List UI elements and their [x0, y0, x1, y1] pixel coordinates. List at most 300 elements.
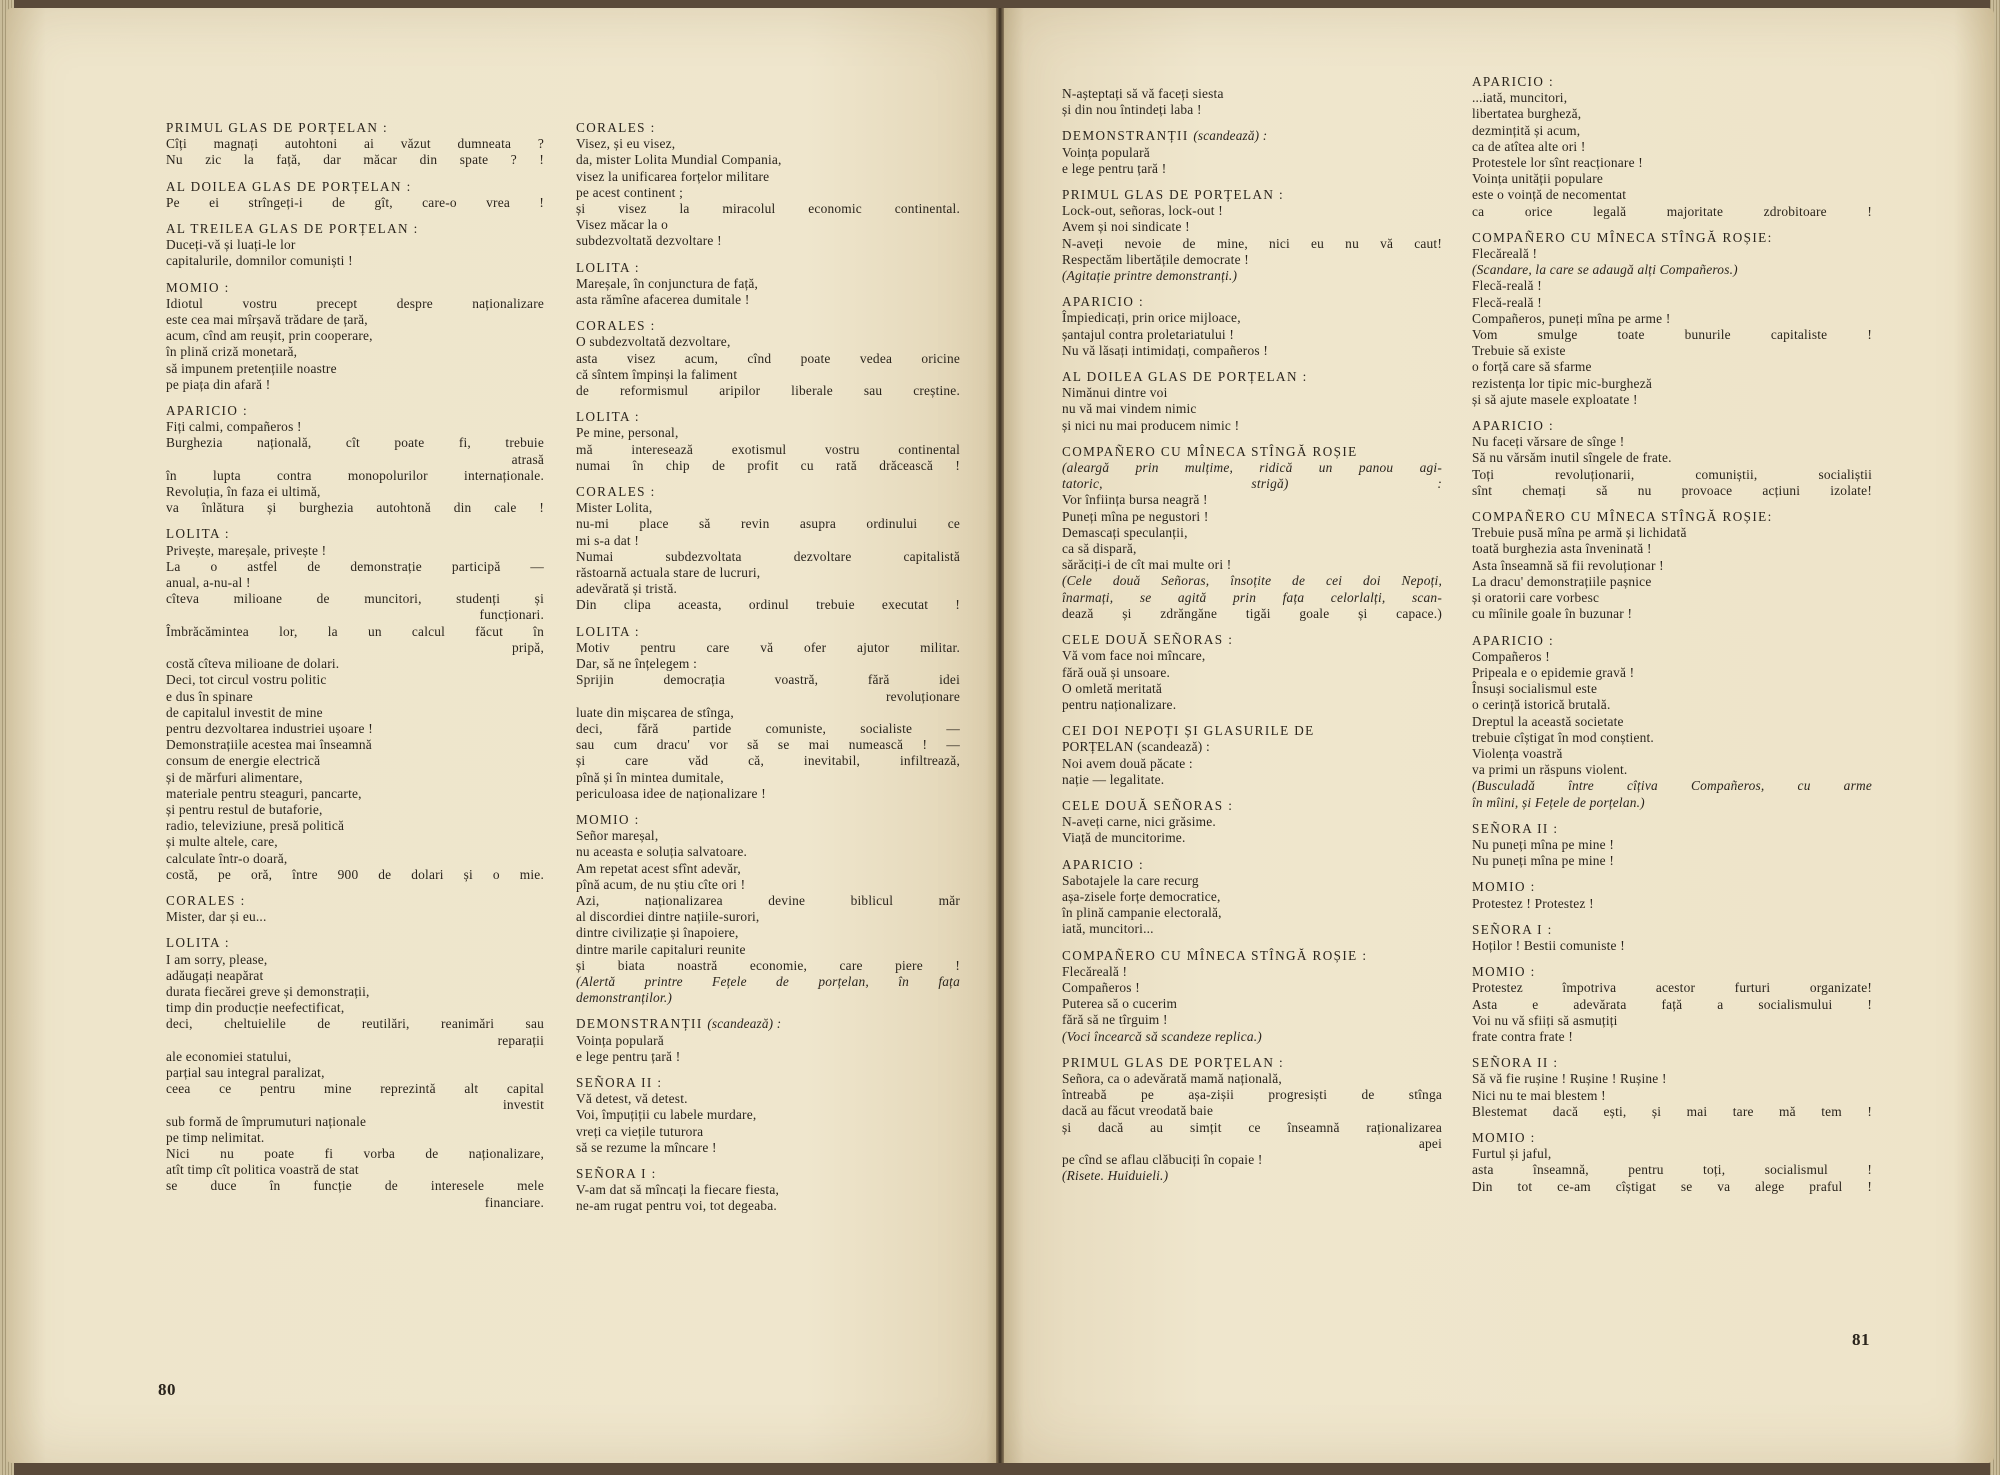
- verse-line: în plină criză monetară,: [166, 344, 298, 360]
- verse-line: Nu puneți mîna pe mine !: [1472, 853, 1615, 869]
- verse-line: Lock-out, señoras, lock-out !: [1062, 203, 1223, 219]
- stage-direction: (scandează) :: [1193, 128, 1268, 144]
- speaker-name: [1062, 369, 1442, 385]
- left-page: [6, 8, 996, 1463]
- verse-line: ceea ce pentru mine reprezintă alt capital: [166, 1081, 544, 1097]
- speaker-name: [1062, 1055, 1442, 1071]
- verse-line: numai în chip de profit cu rată drăcească !: [576, 457, 960, 473]
- speaker-label: MOMIO :: [576, 811, 640, 827]
- right-page: [1004, 8, 1994, 1463]
- speaker-name: [166, 403, 544, 419]
- verse-line: să se rezume la mîncare !: [576, 1139, 717, 1155]
- verse-line: Asta înseamnă să fii revoluționar !: [1472, 557, 1664, 573]
- dialogue-block: [576, 120, 960, 250]
- speaker-label: APARICIO :: [1472, 418, 1555, 434]
- dialogue-block: [1472, 922, 1872, 954]
- verse-line: de capitalul investit de mine: [166, 704, 323, 720]
- verse-line: Să nu vărsăm inutil sîngele de frate.: [1472, 450, 1672, 466]
- verse-line: răstoarnă actuala stare de lucruri,: [576, 565, 761, 581]
- verse-line: O omletă meritată: [1062, 680, 1163, 696]
- verse-line: Fiți calmi, compañeros !: [166, 419, 302, 435]
- dialogue-block: [1472, 879, 1872, 911]
- verse-line: Însuși socialismul este: [1472, 681, 1598, 697]
- verse-line: toată burghezia asta înveninată !: [1472, 541, 1652, 557]
- verse-line: Compañeros, puneți mîna pe arme !: [1472, 310, 1671, 326]
- speaker-label: MOMIO :: [166, 279, 230, 295]
- verse-line: va primi un răspuns violent.: [1472, 762, 1628, 778]
- verse-line: Nici nu poate fi vorba de naționalizare,: [166, 1145, 544, 1161]
- verse-line: radio, televiziune, presă politică: [166, 818, 345, 834]
- verse-line: Flecă-reală !: [1472, 278, 1542, 294]
- speaker-label: MOMIO :: [1472, 1129, 1536, 1145]
- verse-line: deci, fără partide comuniste, socialiste —: [576, 720, 960, 736]
- speaker-label: LOLITA :: [576, 623, 640, 639]
- speaker-name: [576, 318, 960, 334]
- verse-line: și multe altele, care,: [166, 834, 278, 850]
- verse-line: Cîți magnați autohtoni ai văzut dumneata ?: [166, 136, 544, 152]
- verse-line: Puneți mîna pe negustori !: [1062, 508, 1209, 524]
- verse-line: deci, cheltuielile de reutilări, reanimări sau: [166, 1016, 544, 1032]
- verse-line: Pe ei strîngeți-i de gît, care-o vrea !: [166, 194, 544, 210]
- verse-line: timp din producție neefectificat,: [166, 1000, 345, 1016]
- verse-line: în plină campanie electorală,: [1062, 905, 1222, 921]
- dialogue-block: [576, 318, 960, 399]
- verse-line: N-aveți carne, nici grăsime.: [1062, 814, 1216, 830]
- verse-line: da, mister Lolita Mundial Compania,: [576, 152, 782, 168]
- verse-line: Motiv pentru care vă ofer ajutor militar.: [576, 639, 960, 655]
- stage-direction-line: (Scandare, la care se adaugă alți Compañeros.): [1472, 262, 1738, 278]
- speaker-name: [166, 179, 544, 195]
- verse-line: cîteva milioane de muncitori, studenți și: [166, 591, 544, 607]
- verse-line: și visez la miracolul economic continental.: [576, 201, 960, 217]
- verse-line: sau cum dracu' vor să se mai numească ! —: [576, 737, 960, 753]
- dialogue-block: [166, 221, 544, 270]
- dialogue-block: [166, 179, 544, 211]
- speaker-label: CORALES :: [576, 120, 656, 135]
- verse-line: asta rămîne afacerea dumitale !: [576, 292, 750, 308]
- dialogue-block: [576, 260, 960, 309]
- verse-line: Flecăreală !: [1062, 963, 1128, 979]
- verse-line: e dus în spinare: [166, 688, 253, 704]
- verse-line: ne-am rugat pentru voi, tot degeaba.: [576, 1198, 777, 1214]
- verse-line: frate contra frate !: [1472, 1028, 1574, 1044]
- verse-line: dintre civilizație și înapoiere,: [576, 925, 739, 941]
- dialogue-block: [1062, 128, 1442, 177]
- verse-line: Vă detest, vă detest.: [576, 1091, 688, 1107]
- verse-line: anual, a-nu-al !: [166, 575, 251, 591]
- stage-direction-line: (Voci încearcă să scandeze replica.): [1062, 1028, 1262, 1044]
- speaker-label: APARICIO :: [1062, 294, 1145, 310]
- verse-line: Voința unității populare: [1472, 171, 1603, 187]
- stage-direction-line: (Cele două Señoras, însoțite de cei doi Nepoți,: [1062, 573, 1442, 589]
- speaker-name: [576, 812, 960, 828]
- verse-line: revoluționare: [886, 688, 960, 704]
- verse-line: Compañeros !: [1062, 979, 1140, 995]
- speaker-label: SEÑORA II :: [1472, 1055, 1559, 1071]
- verse-line: Sabotajele la care recurg: [1062, 872, 1199, 888]
- dialogue-block: [1062, 632, 1442, 713]
- dialogue-block: [1062, 723, 1442, 788]
- verse-line: materiale pentru steaguri, pancarte,: [166, 785, 362, 801]
- speaker-label: LOLITA :: [166, 526, 230, 542]
- dialogue-block: [1062, 294, 1442, 359]
- verse-line: Pe mine, personal,: [576, 425, 679, 441]
- verse-line: Visez, și eu visez,: [576, 136, 676, 152]
- speaker-name: [1472, 418, 1872, 434]
- speaker-label: COMPAÑERO CU MÎNECA STÎNGĂ ROȘIE:: [1472, 229, 1773, 245]
- speaker-label: COMPAÑERO CU MÎNECA STÎNGĂ ROȘIE :: [1062, 947, 1368, 963]
- verse-line: Flecăreală !: [1472, 246, 1538, 262]
- verse-line: La o astfel de demonstrație participă —: [166, 558, 544, 574]
- speaker-label: CORALES :: [166, 892, 246, 908]
- verse-line: Noi avem două păcate :: [1062, 755, 1193, 771]
- verse-line: Vom smulge toate bunurile capitaliste !: [1472, 327, 1872, 343]
- dialogue-block: [166, 280, 544, 393]
- verse-line: rezistența lor tipic mic-burgheză: [1472, 375, 1652, 391]
- verse-line: Vă vom face noi mîncare,: [1062, 648, 1206, 664]
- verse-line: fără să ne tîrguim !: [1062, 1012, 1168, 1028]
- dialogue-block: [166, 893, 544, 925]
- verse-line: nu vă mai vindem nimic: [1062, 401, 1197, 417]
- verse-line: Respectăm libertățile democrate !: [1062, 251, 1249, 267]
- speaker-label: CORALES :: [576, 318, 656, 334]
- verse-line: investit: [502, 1097, 544, 1113]
- verse-line: este cea mai mîrșavă trădare de țară,: [166, 312, 368, 328]
- speaker-label: SEÑORA II :: [576, 1074, 663, 1090]
- verse-line: Toți revoluționarii, comuniștii, socialiștii: [1472, 466, 1872, 482]
- dialogue-block: [1062, 1055, 1442, 1185]
- verse-line: Protestele lor sînt reacționare !: [1472, 155, 1643, 171]
- verse-line: că sîntem împinși la faliment: [576, 366, 738, 382]
- verse-line: Am repetat acest sfînt adevăr,: [576, 860, 741, 876]
- dialogue-block: [576, 1016, 960, 1065]
- verse-line: în lupta contra monopolurilor internaționale.: [166, 467, 544, 483]
- dialogue-block: [576, 1166, 960, 1215]
- speaker-name: [1472, 879, 1872, 895]
- stage-direction-line: (aleargă prin mulțime, ridică un panou agi-: [1062, 460, 1442, 476]
- speaker-label: LOLITA :: [576, 409, 640, 425]
- speaker-label: DEMONSTRANȚII: [1062, 128, 1189, 144]
- speaker-name: [1062, 857, 1442, 873]
- verse-line: Nu puneți mîna pe mine !: [1472, 836, 1615, 852]
- verse-line: mi s-a dat !: [576, 532, 640, 548]
- speaker-label: SEÑORA I :: [576, 1165, 657, 1181]
- verse-line: adevărată și tristă.: [576, 581, 678, 597]
- verse-line: nu-mi place să revin asupra ordinului ce: [576, 516, 960, 532]
- verse-line: Visez măcar la o: [576, 217, 668, 233]
- verse-line: durata fiecărei greve și demonstrații,: [166, 983, 370, 999]
- verse-line: N-așteptați să vă faceți siesta: [1062, 86, 1224, 101]
- dialogue-block: [576, 409, 960, 474]
- speaker-label: MOMIO :: [1472, 879, 1536, 895]
- verse-line: O subdezvoltată dezvoltare,: [576, 334, 731, 350]
- verse-line: Flecă-reală !: [1472, 294, 1542, 310]
- verse-line: adăugați neapărat: [166, 967, 264, 983]
- verse-line: sînt chemați să nu provoace acțiuni izolate!: [1472, 482, 1872, 498]
- verse-line: mă interesează exotismul vostru continental: [576, 441, 960, 457]
- speaker-name: [576, 120, 960, 136]
- verse-line: Blestemat dacă ești, și mai tare mă tem !: [1472, 1103, 1872, 1119]
- verse-line: I am sorry, please,: [166, 951, 268, 967]
- verse-line: și care văd că, inevitabil, infiltrează,: [576, 753, 960, 769]
- speaker-name: [576, 484, 960, 500]
- dialogue-block: [1472, 509, 1872, 622]
- verse-line: pentru dezvoltarea industriei ușoare !: [166, 720, 373, 736]
- verse-line: Trebuie să existe: [1472, 343, 1566, 359]
- verse-line: Nimănui dintre voi: [1062, 385, 1168, 401]
- dialogue-block: [1472, 74, 1872, 220]
- speaker-name: [576, 1016, 960, 1032]
- speaker-label: PRIMUL GLAS DE PORȚELAN :: [1062, 1054, 1285, 1070]
- verse-line: Trebuie pusă mîna pe armă și lichidată: [1472, 525, 1687, 541]
- stage-direction: (scandează) :: [707, 1016, 782, 1032]
- speaker-label: CELE DOUĂ SEÑORAS :: [1062, 797, 1234, 813]
- speaker-label: CEI DOI NEPOȚI ȘI GLASURILE DE: [1062, 723, 1315, 739]
- speaker-label: APARICIO :: [1472, 74, 1555, 89]
- verse-line: calculate într-o doară,: [166, 850, 288, 866]
- verse-line: ...iată, muncitori,: [1472, 90, 1568, 106]
- verse-line: subdezvoltată dezvoltare !: [576, 233, 722, 249]
- verse-line: Voi nu vă sfiiți să asmuțiți: [1472, 1012, 1618, 1028]
- speaker-label: COMPAÑERO CU MÎNECA STÎNGĂ ROȘIE: [1062, 443, 1358, 459]
- speaker-label: AL DOILEA GLAS DE PORȚELAN :: [1062, 369, 1308, 385]
- right-page-column-2: [1472, 74, 1872, 1205]
- verse-line: Privește, mareșale, privește !: [166, 542, 327, 558]
- verse-line: consum de energie electrică: [166, 753, 321, 769]
- speaker-name: [576, 260, 960, 276]
- verse-line: ale economiei statului,: [166, 1048, 292, 1064]
- verse-line: pripă,: [511, 639, 544, 655]
- verse-line: sub formă de împrumuturi naționale: [166, 1113, 367, 1129]
- verse-line: dezmințită și acum,: [1472, 122, 1581, 138]
- verse-line: costă, pe oră, între 900 de dolari și o mie.: [166, 866, 544, 882]
- speaker-name: [1062, 948, 1442, 964]
- speaker-name: [166, 893, 544, 909]
- verse-line: să impunem pretențiile noastre: [166, 360, 337, 376]
- verse-line: costă cîteva milioane de dolari.: [166, 656, 340, 672]
- verse-line: al discordiei dintre națiile-surori,: [576, 909, 760, 925]
- speaker-label: CORALES :: [576, 484, 656, 500]
- speaker-label: AL TREILEA GLAS DE PORȚELAN :: [166, 221, 419, 237]
- stage-direction-line: în mîini, și Fețele de porțelan.): [1472, 794, 1645, 810]
- speaker-name: [166, 120, 544, 136]
- verse-line: Burghezia națională, cît poate fi, trebuie: [166, 435, 544, 451]
- verse-line: Îmbrăcămintea lor, la un calcul făcut în: [166, 623, 544, 639]
- verse-line: Mister, dar și eu...: [166, 909, 267, 925]
- stage-direction-line: demonstranților.): [576, 990, 673, 1006]
- verse-line: V-am dat să mîncați la fiecare fiesta,: [576, 1182, 780, 1198]
- verse-line: PORȚELAN (scandează) :: [1062, 739, 1210, 755]
- speaker-name: [1062, 128, 1442, 144]
- speaker-name: [576, 1075, 960, 1091]
- verse-line: funcționari.: [479, 607, 544, 623]
- verse-line: periculoasa idee de naționalizare !: [576, 785, 766, 801]
- speaker-name: [1472, 1130, 1872, 1146]
- verse-line: ca să dispară,: [1062, 541, 1137, 557]
- verse-line: apei: [1418, 1135, 1442, 1151]
- verse-line: Vor înființa bursa neagră !: [1062, 492, 1208, 508]
- verse-line: cu mîinile goale în buzunar !: [1472, 606, 1633, 622]
- verse-line: Dar, să ne înțelegem :: [576, 656, 697, 672]
- verse-line: Viață de muncitorime.: [1062, 830, 1186, 846]
- verse-line: Avem și noi sindicate !: [1062, 219, 1190, 235]
- verse-line: Protestez ! Protestez !: [1472, 895, 1594, 911]
- dialogue-block: [166, 120, 544, 169]
- verse-line: nație — legalitate.: [1062, 771, 1165, 787]
- dialogue-block: [1472, 230, 1872, 408]
- verse-line: Violența voastră: [1472, 745, 1563, 761]
- speaker-name: [166, 526, 544, 542]
- verse-line: va înlătura și burghezia autohtonă din cale !: [166, 500, 544, 516]
- dialogue-block: [1472, 964, 1872, 1045]
- verse-line: Nici nu te mai blestem !: [1472, 1087, 1606, 1103]
- verse-line: iată, muncitori...: [1062, 921, 1154, 937]
- verse-line: și dacă au simțit ce înseamnă raționalizarea: [1062, 1119, 1442, 1135]
- verse-line: acum, cînd am reușit, prin cooperare,: [166, 328, 373, 344]
- verse-line: financiare.: [484, 1194, 544, 1210]
- verse-line: Dreptul la această societate: [1472, 713, 1624, 729]
- stage-direction-line: (Risete. Huiduieli.): [1062, 1168, 1169, 1184]
- verse-line: e lege pentru țară !: [1062, 160, 1167, 176]
- speaker-label: DEMONSTRANȚII: [576, 1016, 703, 1032]
- verse-line: se duce în funcție de interesele mele: [166, 1178, 544, 1194]
- verse-line: Asta e adevărata față a socialismului !: [1472, 996, 1872, 1012]
- dialogue-block: [1472, 1055, 1872, 1120]
- speaker-label: SEÑORA I :: [1472, 921, 1553, 937]
- stage-direction-line: (Agitație printre demonstranți.): [1062, 268, 1238, 284]
- verse-line: Pripeala e o epidemie gravă !: [1472, 664, 1635, 680]
- verse-line: atît timp cît politica voastră de stat: [166, 1162, 359, 1178]
- speaker-label: SEÑORA II :: [1472, 820, 1559, 836]
- speaker-label: PRIMUL GLAS DE PORȚELAN :: [1062, 187, 1285, 203]
- verse-line: și din nou întindeți laba !: [1062, 102, 1202, 118]
- verse-line: dacă au făcut vreodată baie: [1062, 1103, 1214, 1119]
- verse-line: Compañeros !: [1472, 648, 1550, 664]
- page-number-right: 81: [1852, 1330, 1870, 1349]
- verse-line: fără ouă și unsoare.: [1062, 664, 1171, 680]
- verse-line: Nu zic la față, dar măcar din spate ? !: [166, 152, 544, 168]
- dialogue-block: [1062, 369, 1442, 434]
- speaker-label: APARICIO :: [1062, 856, 1145, 872]
- speaker-name: [1472, 74, 1872, 90]
- verse-line: La dracu' demonstrațiile pașnice: [1472, 573, 1652, 589]
- verse-line: și biata noastră economie, care piere !: [576, 957, 960, 973]
- speaker-name: [576, 409, 960, 425]
- verse-line: ca de atîtea alte ori !: [1472, 138, 1586, 154]
- verse-line: Furtul și jaful,: [1472, 1146, 1552, 1162]
- verse-line: așa-zisele forțe democratice,: [1062, 888, 1221, 904]
- verse-line: Voința populară: [576, 1032, 664, 1048]
- verse-line: Nu faceți vărsare de sînge !: [1472, 434, 1625, 450]
- verse-line: Din clipa aceasta, ordinul trebuie executat !: [576, 597, 960, 613]
- verse-line: Voi, împuțiții cu labele murdare,: [576, 1107, 757, 1123]
- book-gutter: [996, 8, 1004, 1463]
- dialogue-block: [166, 526, 544, 882]
- verse-line: de reformismul aripilor liberale sau creștine.: [576, 383, 960, 399]
- verse-line: nu aceasta e soluția salvatoare.: [576, 844, 748, 860]
- dialogue-block: [166, 935, 544, 1210]
- verse-line: trebuie cîștigat în mod conștient.: [1472, 729, 1654, 745]
- verse-line: Puterea să o cucerim: [1062, 996, 1178, 1012]
- verse-line: Să vă fie rușine ! Rușine ! Rușine !: [1472, 1071, 1667, 1087]
- verse-line: pînă acum, de nu știu cîte ori !: [576, 876, 746, 892]
- speaker-label: AL DOILEA GLAS DE PORȚELAN :: [166, 178, 412, 194]
- verse-line: Protestez împotriva acestor furturi organizate!: [1472, 980, 1872, 996]
- verse-line: Nu vă lăsați intimidați, compañeros !: [1062, 342, 1268, 358]
- verse-line: visez la unificarea forțelor militare: [576, 168, 770, 184]
- speaker-name: [1062, 294, 1442, 310]
- verse-line: Mister Lolita,: [576, 500, 653, 516]
- dialogue-block: [576, 624, 960, 802]
- speaker-name: [1062, 798, 1442, 814]
- verse-line: dintre marile capitaluri reunite: [576, 941, 746, 957]
- verse-line: luate din mișcarea de stînga,: [576, 704, 734, 720]
- speaker-name: [576, 1166, 960, 1182]
- speaker-name: [1472, 1055, 1872, 1071]
- verse-line: și de mărfuri alimentare,: [166, 769, 303, 785]
- verse-line: reparații: [497, 1032, 544, 1048]
- verse-line: întreabă pe așa-zișii progresiști de stînga: [1062, 1087, 1442, 1103]
- dialogue-block: [1472, 821, 1872, 870]
- verse-line: e lege pentru țară !: [576, 1048, 681, 1064]
- verse-line: Hoților ! Bestii comuniste !: [1472, 937, 1625, 953]
- verse-line: Señora, ca o adevărată mamă națională,: [1062, 1070, 1282, 1086]
- left-page-column-2: [576, 120, 960, 1225]
- stage-direction-line: tatoric, strigă) :: [1062, 476, 1442, 492]
- speaker-name: [1062, 632, 1442, 648]
- stage-direction-line: (Alertă printre Fețele de porțelan, în fața: [576, 973, 960, 989]
- verse-line: dează și zdrăngăne tigăi goale și capace.): [1062, 605, 1442, 621]
- verse-line: pentru naționalizare.: [1062, 696, 1177, 712]
- verse-line: Señor mareșal,: [576, 828, 659, 844]
- dialogue-block: [576, 484, 960, 614]
- verse-line: vreți ca viețile tuturora: [576, 1123, 704, 1139]
- verse-line: sărăciți-i de cît mai multe ori !: [1062, 557, 1232, 573]
- verse-line: și nici nu mai producem nimic !: [1062, 417, 1240, 433]
- verse-line: și oratorii care vorbesc: [1472, 590, 1600, 606]
- stage-direction-line: (Busculadă între cîțiva Compañeros, cu arme: [1472, 778, 1872, 794]
- dialogue-block: [1062, 444, 1442, 622]
- verse-line: este o voință de necomentat: [1472, 187, 1627, 203]
- speaker-name: [1062, 723, 1442, 739]
- verse-line: Numai subdezvoltata dezvoltare capitalistă: [576, 548, 960, 564]
- verse-line: libertatea burgheză,: [1472, 106, 1582, 122]
- speaker-label: LOLITA :: [576, 259, 640, 275]
- verse-line: și pentru restul de butaforie,: [166, 801, 323, 817]
- dialogue-block: [1062, 798, 1442, 847]
- speaker-name: [166, 935, 544, 951]
- verse-line: pe acest continent ;: [576, 184, 683, 200]
- speaker-label: MOMIO :: [1472, 964, 1536, 980]
- verse-line: Voința populară: [1062, 144, 1150, 160]
- verse-line: ca orice legală majoritate zdrobitoare !: [1472, 203, 1872, 219]
- dialogue-block: [1062, 857, 1442, 938]
- verse-line: Mareșale, în conjunctura de față,: [576, 275, 759, 291]
- dialogue-block: [576, 1075, 960, 1156]
- speaker-label: APARICIO :: [1472, 632, 1555, 648]
- verse-line: Împiedicați, prin orice mijloace,: [1062, 310, 1241, 326]
- speaker-label: COMPAÑERO CU MÎNECA STÎNGĂ ROȘIE:: [1472, 509, 1773, 525]
- verse-line: Deci, tot circul vostru politic: [166, 672, 327, 688]
- verse-line: pe timp nelimitat.: [166, 1129, 265, 1145]
- speaker-name: [166, 280, 544, 296]
- dialogue-block: [1062, 86, 1442, 118]
- verse-line: o cerință istorică brutală.: [1472, 697, 1611, 713]
- page-number-left: 80: [158, 1380, 176, 1399]
- dialogue-block: [166, 403, 544, 516]
- verse-line: capitalurile, domnilor comuniști !: [166, 253, 353, 269]
- verse-line: șantajul contra proletariatului !: [1062, 326, 1235, 342]
